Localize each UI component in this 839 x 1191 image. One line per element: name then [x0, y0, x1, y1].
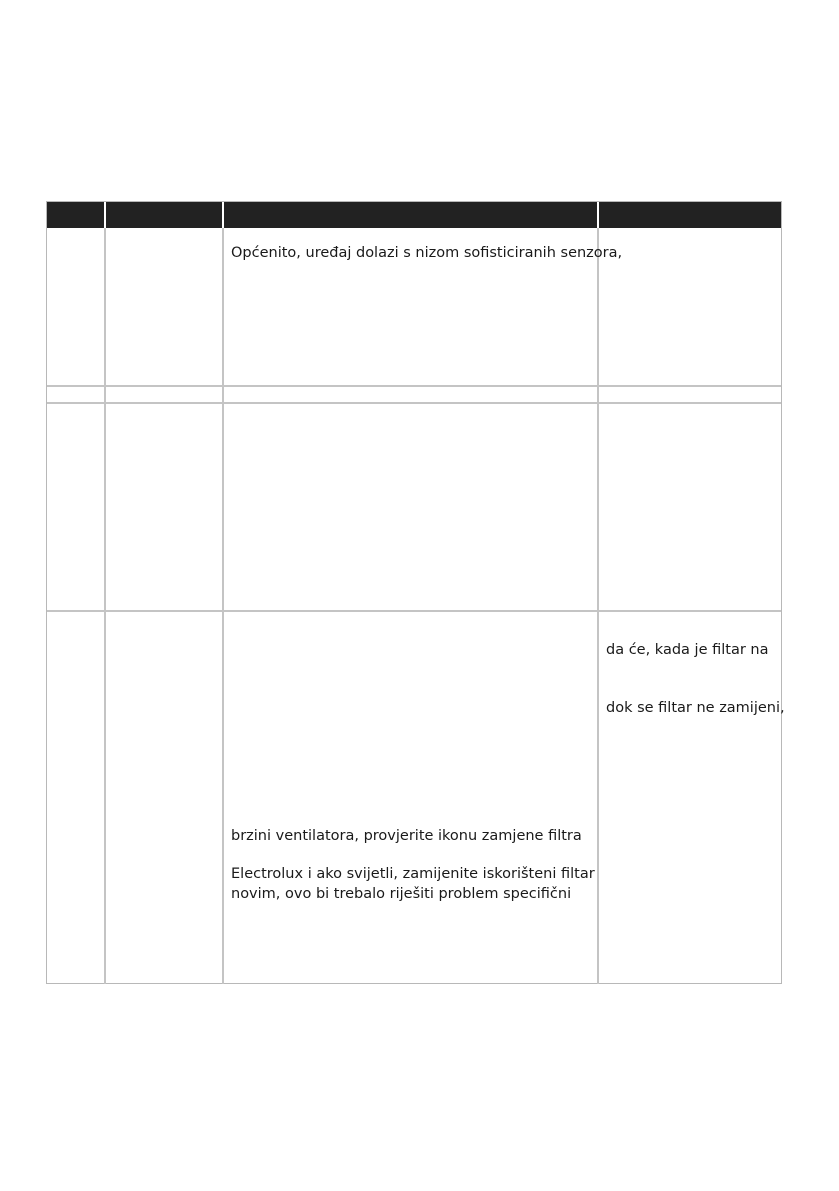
- column-divider: [597, 228, 599, 984]
- header-divider: [104, 202, 106, 228]
- row-4-description-line: brzini ventilatora, provjerite ikonu zamjene filtra: [231, 828, 582, 844]
- row-4-description-line: Electrolux i ako svijetli, zamijenite iskorišteni filtar: [231, 866, 595, 882]
- troubleshooting-table: [46, 201, 785, 984]
- header-divider: [222, 202, 224, 228]
- row-4-solution-line: dok se filtar ne zamijeni,: [606, 700, 785, 716]
- table-header-row: [47, 202, 781, 228]
- row-4-solution-line: da će, kada je filtar na: [606, 642, 769, 658]
- header-divider: [597, 202, 599, 228]
- row-4-description-line: novim, ovo bi trebalo riješiti problem specifični: [231, 886, 572, 902]
- row-1-description-line: Općenito, uređaj dolazi s nizom sofisticiranih senzora,: [231, 245, 623, 261]
- row-divider: [47, 610, 781, 612]
- row-divider: [47, 385, 781, 387]
- column-divider: [104, 228, 106, 984]
- row-divider: [47, 402, 781, 404]
- column-divider: [222, 228, 224, 984]
